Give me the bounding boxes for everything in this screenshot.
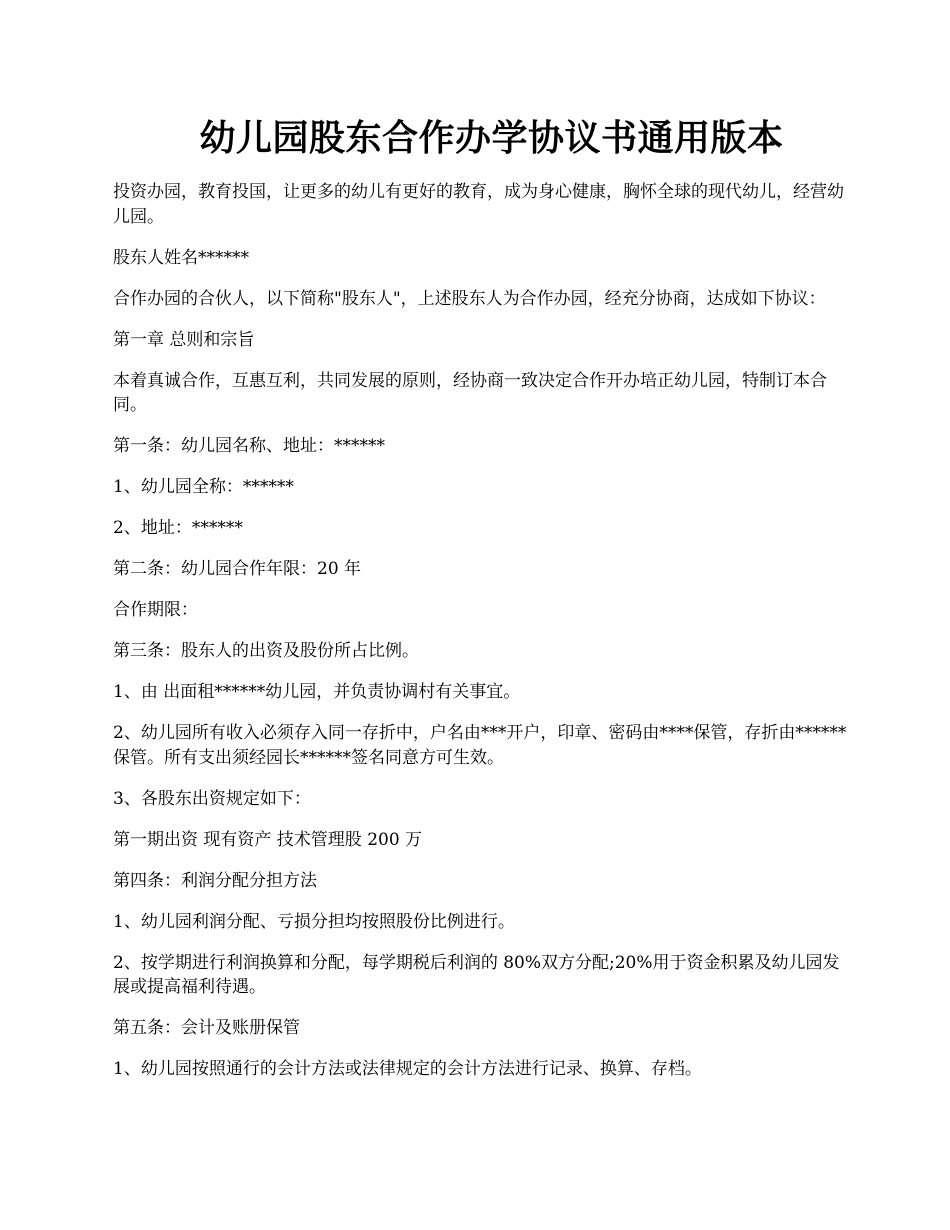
article-3-item-1: 1、由 出面租******幼儿园，并负责协调村有关事宜。 [113,682,521,702]
paragraph-principle: 本着真诚合作，互惠互利，共同发展的原则，经协商一致决定合作开办培正幼儿园，特制订本合同。 [113,370,827,415]
article-4-item-2: 2、按学期进行利润换算和分配，每学期税后利润的 80%双方分配;20%用于资金积累及幼儿园发展或提高福利待遇。 [113,952,840,997]
article-2-heading: 第二条：幼儿园合作年限：20 年 [113,559,362,579]
article-1-item-2: 2、地址：****** [113,518,243,538]
paragraph-shareholder-names: 股东人姓名****** [113,247,249,268]
article-1-item-1: 1、幼儿园全称：****** [113,477,294,497]
article-4-item-1: 1、幼儿园利润分配、亏损分担均按照股份比例进行。 [113,911,515,932]
article-5-item-1: 1、幼儿园按照通行的会计方法或法律规定的会计方法进行记录、换算、存档。 [113,1059,702,1079]
article-1-heading: 第一条：幼儿园名称、地址：****** [113,436,385,456]
paragraph-partners: 合作办园的合伙人，以下简称"股东人"，上述股东人为合作办园，经充分协商，达成如下协议： [113,288,826,309]
paragraph-term: 合作期限： [113,600,198,620]
article-4-heading: 第四条：利润分配分担方法 [113,870,317,891]
paragraph-first-investment: 第一期出资 现有资产 技术管理股 200 万 [113,829,423,850]
article-5-heading: 第五条：会计及账册保管 [113,1018,300,1038]
article-3-item-2: 2、幼儿园所有收入必须存入同一存折中，户名由***开户，印章、密码由****保管，存折由******保管。所有支出须经园长******签名同意方可生效。 [113,723,847,768]
paragraph-intro: 投资办园，教育投国，让更多的幼儿有更好的教育，成为身心健康，胸怀全球的现代幼儿，经营幼儿园。 [113,182,844,227]
chapter-heading-1: 第一章 总则和宗旨 [113,329,255,350]
document-body [113,180,852,1082]
document-title: 幼儿园股东合作办学协议书通用版本 [199,117,784,159]
article-3-item-3: 3、各股东出资规定如下： [113,788,311,809]
article-3-heading: 第三条：股东人的出资及股份所占比例。 [113,641,419,661]
